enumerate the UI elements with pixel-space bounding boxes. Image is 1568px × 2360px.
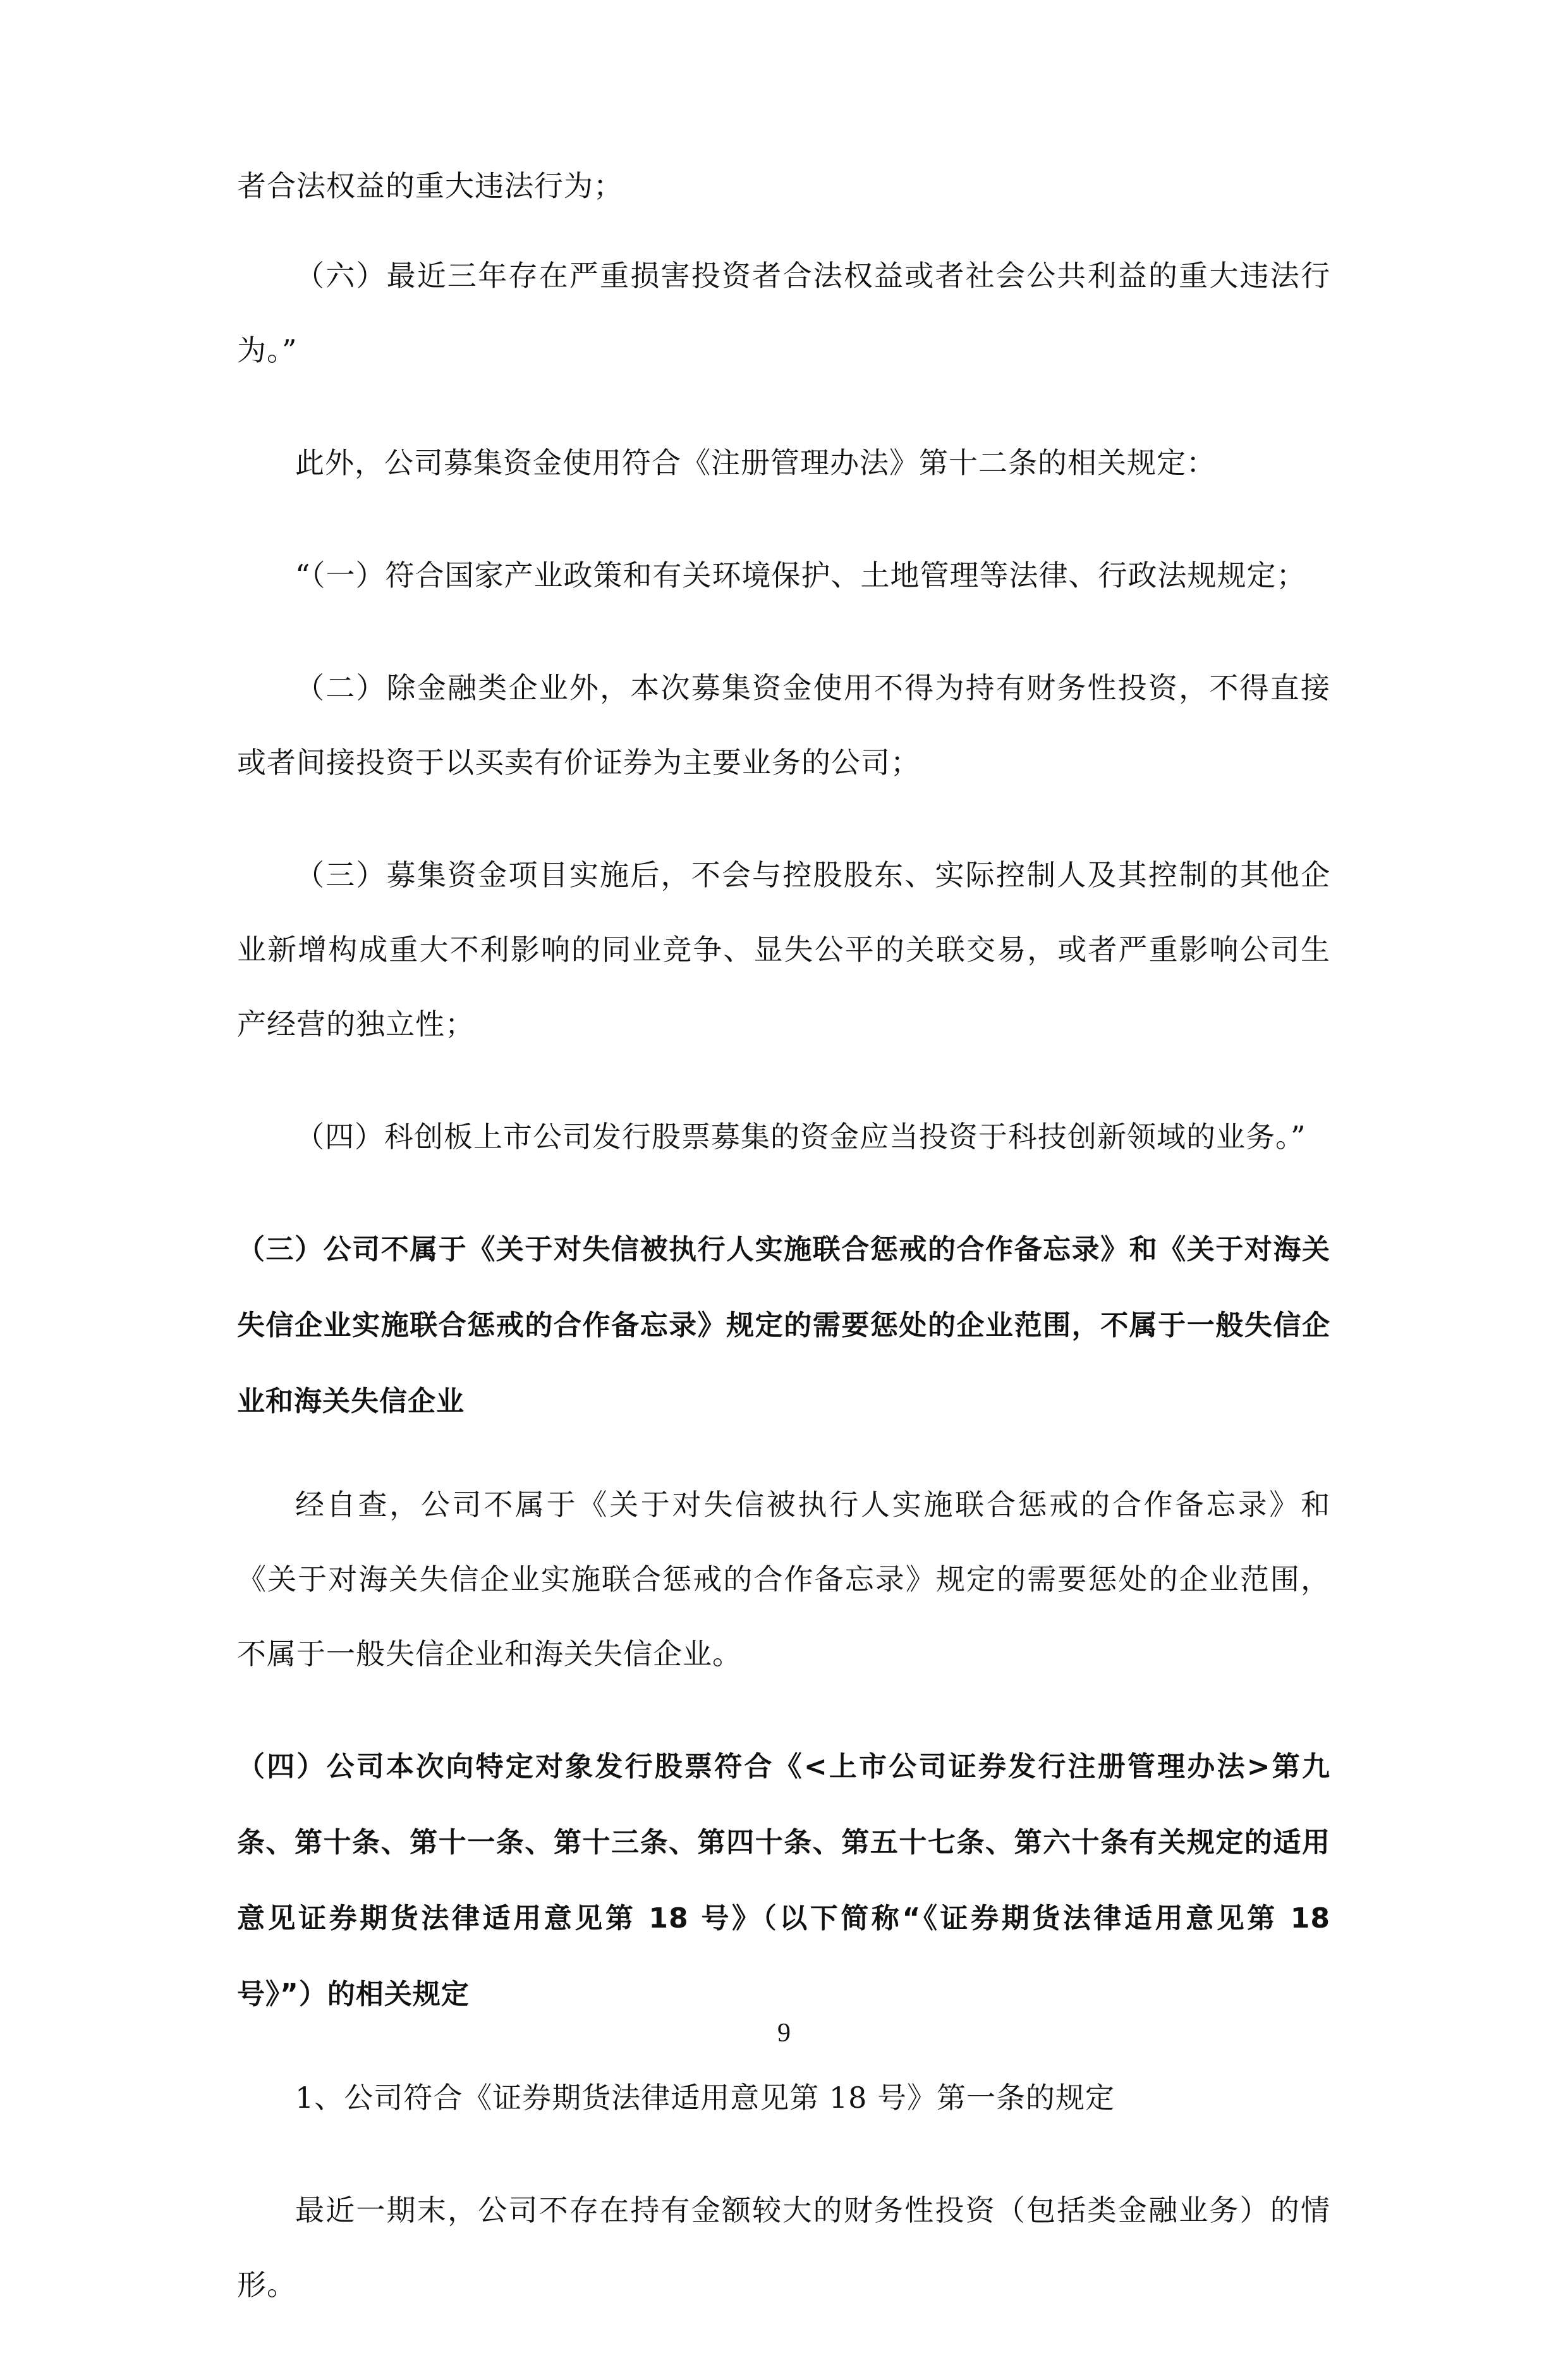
- paragraph-self-check: 经自查，公司不属于《关于对失信被执行人实施联合惩戒的合作备忘录》和《关于对海关失信企业实施联合惩戒的合作备忘录》规定的需要惩处的企业范围，不属于一般失信企业和海关失信企业。: [237, 1488, 1330, 1671]
- paragraph-fund-use-one: “（一）符合国家产业政策和有关环境保护、土地管理等法律、行政法规规定；: [295, 558, 1306, 592]
- paragraph-item-six: （六）最近三年存在严重损害投资者合法权益或者社会公共利益的重大违法行为。”: [237, 259, 1330, 367]
- paragraph-fund-use-three: （三）募集资金项目实施后，不会与控股股东、实际控制人及其控制的其他企业新增构成重大不利影响的同业竞争、显失公平的关联交易，或者严重影响公司生产经营的独立性；: [237, 858, 1330, 1041]
- paragraph-rule-one-title: 1、公司符合《证券期货法律适用意见第 18 号》第一条的规定: [295, 2081, 1115, 2115]
- paragraph-financial-investment: 最近一期末，公司不存在持有金额较大的财务性投资（包括类金融业务）的情形。: [237, 2193, 1330, 2302]
- page-number: 9: [777, 2019, 791, 2048]
- section-heading-four: （四）公司本次向特定对象发行股票符合《<上市公司证券发行注册管理办法>第九条、第十条、第十一条、第十三条、第四十条、第五十七条、第六十条有关规定的适用意见证券期货法律适用意见第 18 号》（以下简称“《证券期货法律适用意见第 18 号》”）的相关规定: [237, 1751, 1330, 2010]
- paragraph-fund-use-four: （四）科创板上市公司发行股票募集的资金应当投资于科技创新领域的业务。”: [295, 1120, 1306, 1154]
- paragraph-continued: 者合法权益的重大违法行为；: [237, 169, 623, 203]
- paragraph-fund-use-two: （二）除金融类企业外，本次募集资金使用不得为持有财务性投资，不得直接或者间接投资于以买卖有价证券为主要业务的公司；: [237, 671, 1330, 780]
- section-heading-three: （三）公司不属于《关于对失信被执行人实施联合惩戒的合作备忘录》和《关于对海关失信企业实施联合惩戒的合作备忘录》规定的需要惩处的企业范围，不属于一般失信企业和海关失信企业: [237, 1233, 1330, 1417]
- paragraph-fund-use-intro: 此外，公司募集资金使用符合《注册管理办法》第十二条的相关规定：: [295, 446, 1216, 480]
